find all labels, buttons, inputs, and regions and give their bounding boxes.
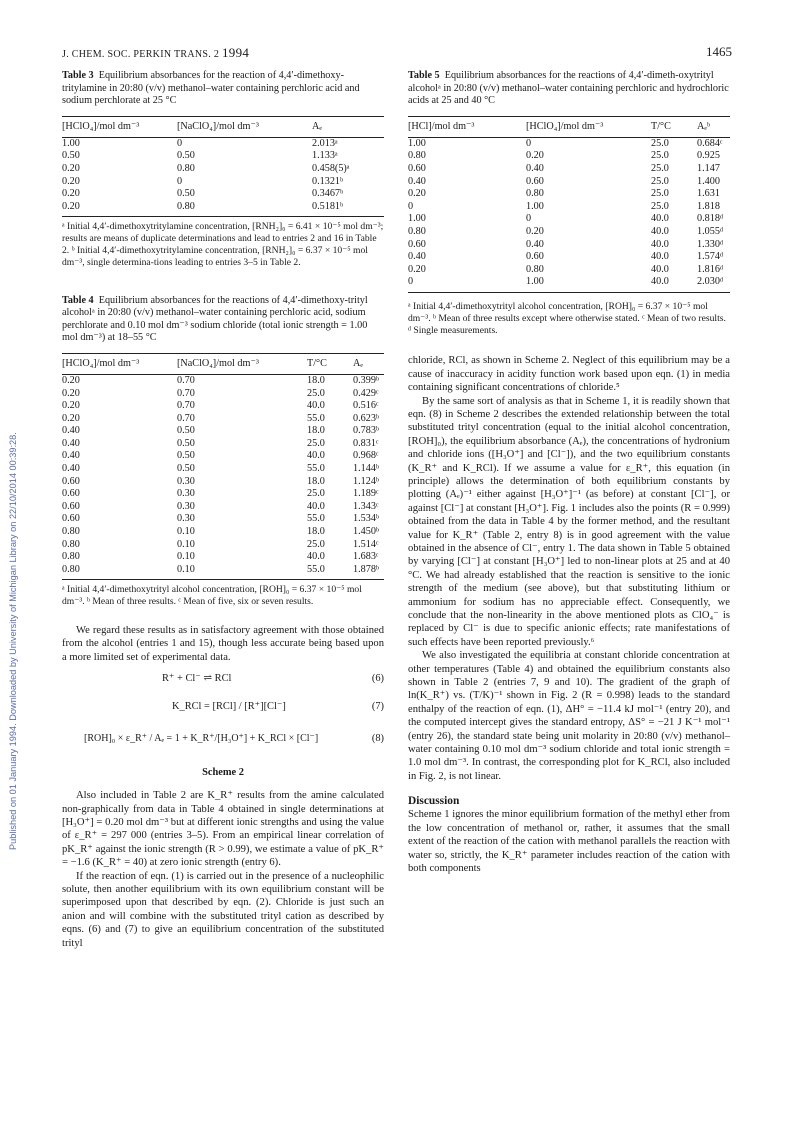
table3-header: Aₑ: [312, 120, 322, 132]
table5-row: [408, 137, 730, 150]
table5-row: [408, 251, 730, 264]
paragraph: chloride, RCl, as shown in Scheme 2. Neglect of this equilibrium may be a cause of inaccuracy in acidity function work based upon eqn. (1) in media containing significant concentrations of chloride.⁵: [408, 355, 730, 394]
table3-cell: 0: [177, 175, 183, 187]
equation-6: [62, 672, 384, 694]
download-notice-text: Published on 01 January 1994. Downloaded by University of Michigan Library on 22/10/2014 00:39:28.: [8, 432, 18, 850]
table5-cell: 25.0: [651, 137, 669, 149]
table5-cell: 0: [408, 276, 414, 288]
table5-cell: 40.0: [651, 251, 669, 263]
table5-cell: 40.0: [651, 238, 669, 250]
table4-cell: 25.0: [307, 387, 325, 399]
table4-cell: 25.0: [307, 488, 325, 500]
table5-cell: 0.684ᶜ: [697, 137, 723, 149]
table3-caption: [62, 70, 384, 108]
table4-cell: 1.144ᵇ: [353, 463, 380, 475]
table3-cell: 0.20: [62, 162, 80, 174]
table5-cell: 1.330ᵈ: [697, 238, 724, 250]
table4-cell: 0.80: [62, 551, 80, 563]
scheme-label: Scheme 2: [202, 767, 244, 779]
table4-cell: 0.50: [177, 450, 195, 462]
table5-cell: 40.0: [651, 213, 669, 225]
table4-row: [62, 513, 384, 526]
table5-row: [408, 239, 730, 252]
table5-cell: 25.0: [651, 200, 669, 212]
table5-cell: 0.80: [408, 225, 426, 237]
table4-cell: 0.80: [62, 538, 80, 550]
table4-cell: 0.10: [177, 538, 195, 550]
equation-6-text: R⁺ + Cl⁻ ⇌ RCl: [162, 673, 232, 685]
table4-cell: 1.514ᶜ: [353, 538, 379, 550]
page-number: 1465: [706, 44, 732, 59]
table4-cell: 18.0: [307, 425, 325, 437]
equation-8: [62, 724, 384, 758]
table3-cell: 0.50: [62, 150, 80, 162]
table4-cell: 0.50: [177, 437, 195, 449]
table5-cell: 0.80: [526, 263, 544, 275]
table3-row: [62, 150, 384, 163]
table3-cell: 0.20: [62, 188, 80, 200]
table3-cell: 1.133ᵃ: [312, 150, 338, 162]
table4-cell: 0.60: [62, 500, 80, 512]
table3-cell: 0: [177, 137, 183, 149]
table4-cell: 0.831ᶜ: [353, 437, 379, 449]
table5: [408, 116, 730, 289]
table4-cell: 0.20: [62, 400, 80, 412]
table5-row: [408, 163, 730, 176]
table4: [62, 353, 384, 577]
table5-row: [408, 213, 730, 226]
table4-row: [62, 388, 384, 401]
table3-cell: 1.00: [62, 137, 80, 149]
table4-cell: 0.783ᵇ: [353, 425, 380, 437]
table5-cell: 25.0: [651, 162, 669, 174]
table3-row: [62, 163, 384, 176]
table4-row: [62, 450, 384, 463]
table5-cell: 0.20: [408, 263, 426, 275]
table3-cell: 0.50: [177, 150, 195, 162]
table3-label: Table 3: [62, 70, 94, 81]
table4-cell: 55.0: [307, 513, 325, 525]
table5-label: Table 5: [408, 70, 440, 81]
table4-cell: 0.30: [177, 513, 195, 525]
table4-row: [62, 501, 384, 514]
table4-row: [62, 488, 384, 501]
table5-cell: 40.0: [651, 276, 669, 288]
section-heading: Discussion: [408, 795, 460, 808]
table5-cell: 0.20: [526, 225, 544, 237]
table3-cell: 0.20: [62, 175, 80, 187]
table5-cell: 25.0: [651, 150, 669, 162]
table4-row: [62, 374, 384, 387]
table5-cell: 1.818: [697, 200, 720, 212]
table3-bottom-rule: [62, 216, 384, 217]
table4-cell: 0.60: [62, 488, 80, 500]
table4-cell: 1.534ᵇ: [353, 513, 380, 525]
table3-row: [62, 137, 384, 150]
table4-cell: 0.70: [177, 400, 195, 412]
table5-row: [408, 176, 730, 189]
table3-body: [62, 137, 384, 213]
left-column: [62, 70, 384, 950]
table4-bottom-rule: [62, 579, 384, 580]
table4-cell: 0.50: [177, 425, 195, 437]
table4-cell: 0.20: [62, 412, 80, 424]
table3-cell: 0.80: [177, 200, 195, 212]
table5-row: [408, 226, 730, 239]
table4-row: [62, 526, 384, 539]
table4-cell: 0.399ᵇ: [353, 374, 380, 386]
table5-row: [408, 201, 730, 214]
table5-body: [408, 137, 730, 289]
table3-cell: 0.20: [62, 200, 80, 212]
table4-cell: 0.40: [62, 437, 80, 449]
table4-cell: 0.10: [177, 526, 195, 538]
table5-caption: [408, 70, 730, 108]
table4-cell: 0.70: [177, 374, 195, 386]
table3-cell: 0.458(5)ᵃ: [312, 162, 350, 174]
table5-cell: 0.925: [697, 150, 720, 162]
table4-row: [62, 425, 384, 438]
table5-row: [408, 150, 730, 163]
table4-cell: 0.40: [62, 425, 80, 437]
table3-cell: 0.50: [177, 188, 195, 200]
table4-row: [62, 476, 384, 489]
table4-row: [62, 413, 384, 426]
table4-body: [62, 374, 384, 576]
paragraph: Scheme 1 ignores the minor equilibrium formation of the methyl ether from the low concentration of methanol or, rather, it assumes that the small extent of the reaction of the cation with methanol parallels the reaction with water so, strictly, the K_R⁺ parameter includes reaction of the cation with both components: [408, 809, 730, 874]
table5-cell: 25.0: [651, 175, 669, 187]
table4-cell: 0.968ᶜ: [353, 450, 379, 462]
table4-label: Table 4: [62, 294, 94, 306]
table3-cell: 0.1321ᵇ: [312, 175, 344, 187]
table4-cell: 0.429ᶜ: [353, 387, 379, 399]
table5-row: [408, 276, 730, 289]
table5-cell: 1.055ᵈ: [697, 225, 724, 237]
table5-cell: 40.0: [651, 263, 669, 275]
table5-cell: 0.40: [408, 175, 426, 187]
table5-cell: 0.818ᵈ: [697, 213, 724, 225]
table3-cell: 0.3467ᵇ: [312, 188, 344, 200]
table4-cell: 0.70: [177, 387, 195, 399]
table4-cell: 1.878ᵇ: [353, 563, 380, 575]
table4-cell: 40.0: [307, 500, 325, 512]
table3-row: [62, 201, 384, 214]
table4-cell: 18.0: [307, 475, 325, 487]
table3-row: [62, 176, 384, 189]
table5-cell: 0.20: [526, 150, 544, 162]
table5-cell: 0.40: [526, 238, 544, 250]
table5-cell: 1.00: [408, 137, 426, 149]
journal-name: J. CHEM. SOC. PERKIN TRANS. 2: [62, 49, 220, 60]
table4-cell: 0.516ᶜ: [353, 400, 379, 412]
table5-header: T/°C: [651, 120, 671, 132]
table4-caption-text: Equilibrium absorbances for the reactions of 4,4′-dimethoxy-trityl alcoholᵃ in 20:80 (v/v) methanol–water containing perchloric acid, sodium perchlorate and 0.10 mol dm⁻³ sodium chloride (total ionic strength = 1.00 mol dm⁻³) at 18–55 °C: [62, 294, 368, 344]
table4-cell: 18.0: [307, 526, 325, 538]
paragraph: By the same sort of analysis as that in Scheme 1, it is readily shown that eqn. (8) in Scheme 2 describes the extended relationship between the total substituted trityl concentration (equal to the initial alcohol concentration, [ROH]₀), the equilibrium absorbance (Aₑ), the concentrations of hydronium and chloride ions ([H₃O⁺] and [Cl⁻]), and the two equilibrium constants (K_R⁺ and K_RCl). If we assume a value for ε_R⁺, this equation (in principle) allows the determination of both equilibrium constants by plotting (Aₑ)⁻¹ either against [H₃O⁺]⁻¹ (as before) at constant [Cl⁻], or against [Cl⁻] at constant [H₃O⁺]. Fig. 1 includes also the points (R = 0.999) obtained from the data in Table 4 by the former method, and the resultant value for K_R⁺ (Table 2, entry 8) is in good agreement with the value obtained in the absence of Cl⁻, entry 1. The data shown in Table 5 obtained by varying [Cl⁻] at constant [H₃O⁺] led to non-linear plots at 25 and at 40 °C. We had already established that the reaction is sensitive to the ionic strength of the medium (see above), but that substituting lithium or ammonium for sodium has no appreciable effect. Consequently, we conclude that the non-linearity in the above mentioned plots as ClO₄⁻ is replaced by Cl⁻ is due to specific anionic effects; rate manifestations of such effects have been reported previously.⁶: [408, 395, 730, 648]
table4-cell: 0.60: [62, 513, 80, 525]
table4-cell: 40.0: [307, 551, 325, 563]
table4-cell: 0.30: [177, 488, 195, 500]
table5-cell: 0.60: [408, 238, 426, 250]
equation-7-text: K_RCl = [RCl] / [R⁺][Cl⁻]: [172, 701, 286, 713]
equation-7: [62, 694, 384, 724]
equation-6-number: (6): [371, 673, 384, 685]
equation-7-number: (7): [371, 701, 384, 713]
table3-caption-text: Equilibrium absorbances for the reaction of 4,4′-dimethoxy-tritylamine in 20:80 (v/v) methanol–water containing perchloric acid and sodium perchlorate at 25 °C: [62, 70, 360, 107]
table4-row: [62, 463, 384, 476]
paragraph: We also investigated the equilibria at constant chloride concentration at other temperatures (Table 4) and obtained the equilibrium constants also shown in Table 2 (entries 7, 9 and 10). The gradient of the graph of ln(K_R⁺) vs. (T/K)⁻¹ shown in Fig. 2 (R = 0.998) leads to the standard enthalpy of the reaction of eqn. (1), ΔH° = −11.4 kJ mol⁻¹ (entry 20), and the computed intercept gives the standard entropy, ΔS° = −21 J K⁻¹ mol⁻¹ (entry 26), the standard state being unit molarity in 20:80 (v/v) methanol–water containing 0.10 mol dm⁻³ sodium chloride and total ionic strength = 1.0 mol dm⁻³. In contrast, the corresponding plot for K_RCl, also included in Fig. 2, is not linear.: [408, 650, 730, 782]
table4-cell: 40.0: [307, 400, 325, 412]
table4-cell: 55.0: [307, 412, 325, 424]
table4-cell: 0.50: [177, 463, 195, 475]
paragraph: We regard these results as in satisfactory agreement with those obtained from the alcohol (entries 1 and 15), though less accurate being based upon a more limited set of experimental data.: [62, 625, 384, 663]
table4-header: [HClO₄]/mol dm⁻³: [62, 357, 140, 369]
equation-8-number: (8): [371, 733, 384, 745]
table3: [62, 116, 384, 214]
table4-row: [62, 438, 384, 451]
table5-cell: 25.0: [651, 188, 669, 200]
table3-row: [62, 188, 384, 201]
table4-cell: 0.10: [177, 563, 195, 575]
table4-cell: 1.683ᶜ: [353, 551, 379, 563]
table4-cell: 0.623ᵇ: [353, 412, 380, 424]
table4-cell: 55.0: [307, 463, 325, 475]
table4-cell: 1.450ᵇ: [353, 526, 380, 538]
table5-cell: 0: [526, 213, 532, 225]
table4-cell: 55.0: [307, 563, 325, 575]
table4-cell: 0.80: [62, 526, 80, 538]
journal-year: 1994: [221, 45, 250, 60]
table5-row: [408, 264, 730, 277]
table4-row: [62, 539, 384, 552]
table4-row: [62, 551, 384, 564]
table5-header: [HClO₄]/mol dm⁻³: [526, 120, 604, 132]
table5-cell: 0: [526, 137, 532, 149]
paragraph: If the reaction of eqn. (1) is carried out in the presence of a nucleophilic solute, then another equilibrium with its own equilibrium constant will be superimposed upon that described by eqn. (2). Chloride is just such an anion and will combine with the substituted trityl cation as described by eqns. (6) and (7) to give an equilibrium concentration of the substituted trityl: [62, 870, 384, 949]
table5-footnote: ᵃ Initial 4,4′-dimethoxytrityl alcohol concentration, [ROH]₀ = 6.37 × 10⁻⁵ mol dm⁻³. ᵇ Mean of three results except where otherwise stated. ᶜ Mean of two results. ᵈ Single measurements.: [408, 300, 726, 336]
table4-cell: 1.189ᶜ: [353, 488, 379, 500]
table4-cell: 0.30: [177, 475, 195, 487]
table4-cell: 0.40: [62, 450, 80, 462]
table3-header: [HClO₄]/mol dm⁻³: [62, 120, 140, 132]
table5-cell: 0.40: [408, 251, 426, 263]
table4-cell: 40.0: [307, 450, 325, 462]
equation-8-text: [ROH]₀ × ε_R⁺ / Aₑ = 1 + K_R⁺/[H₃O⁺] + K_RCl × [Cl⁻]: [84, 733, 319, 745]
table4-cell: 0.80: [62, 563, 80, 575]
table3-footnote: ᵃ Initial 4,4′-dimethoxytritylamine concentration, [RNH₂]₀ = 6.41 × 10⁻⁵ mol dm⁻³; results are means of duplicate determinations and lead to entries 2 and 16 in Table 2. ᵇ Initial 4,4′-dimethoxytritylamine concentration, [RNH₂]₀ = 6.37 × 10⁻⁵ mol dm⁻³, single determina-tions leading to entries 3–5 in Table 2.: [62, 221, 384, 268]
table3-cell: 0.5181ᵇ: [312, 200, 344, 212]
download-notice: [6, 150, 20, 850]
table5-cell: 1.574ᵈ: [697, 251, 724, 263]
table5-cell: 0.80: [526, 188, 544, 200]
table5-cell: 1.147: [697, 162, 720, 174]
table4-cell: 0.60: [62, 475, 80, 487]
table4-cell: 25.0: [307, 437, 325, 449]
table4-cell: 18.0: [307, 374, 325, 386]
table5-header: [HCl]/mol dm⁻³: [408, 120, 475, 132]
table5-cell: 0.20: [408, 188, 426, 200]
table5-cell: 1.00: [526, 200, 544, 212]
table4-cell: 0.40: [62, 463, 80, 475]
paragraph: Also included in Table 2 are K_R⁺ results from the amine calculated non-graphically from data in Table 4 obtained in single determinations at [H₃O⁺] = 0.20 mol dm⁻³ but at different ionic strengths and using the value of ε_R⁺ = 297 000 (entries 3–5). From an empirical linear correlation of pK_R⁺ against the ionic strength (R > 0.99), we estimate a value of pK_R⁺ = −1.6 (K_R⁺ = 40) at zero ionic strength (entry 6).: [62, 790, 384, 869]
running-header: [62, 45, 249, 61]
table4-header: T/°C: [307, 357, 327, 369]
table5-cell: 0.80: [408, 150, 426, 162]
table4-cell: 25.0: [307, 538, 325, 550]
table5-cell: 0.60: [408, 162, 426, 174]
table5-cell: 1.00: [408, 213, 426, 225]
table5-cell: 0.40: [526, 162, 544, 174]
table5-caption-text: Equilibrium absorbances for the reactions of 4,4′-dimeth-oxytrityl alcoholᵃ in 20:80 (v/v) methanol–water containing perchloric and hydrochloric acids at 25 and 40 °C: [408, 70, 729, 107]
table5-cell: 40.0: [651, 225, 669, 237]
table4-header: [NaClO₄]/mol dm⁻³: [177, 357, 259, 369]
table4-cell: 0.20: [62, 387, 80, 399]
table4-cell: 1.343ᶜ: [353, 500, 379, 512]
table5-cell: 2.030ᵈ: [697, 276, 724, 288]
table3-cell: 0.80: [177, 162, 195, 174]
table5-cell: 0.60: [526, 251, 544, 263]
table4-cell: 0.30: [177, 500, 195, 512]
table5-cell: 1.816ᵈ: [697, 263, 724, 275]
table5-header: Aₑᵇ: [697, 120, 711, 132]
table5-cell: 1.631: [697, 188, 720, 200]
table3-cell: 2.013ᵃ: [312, 137, 338, 149]
table3-header: [NaClO₄]/mol dm⁻³: [177, 120, 259, 132]
table4-cell: 0.10: [177, 551, 195, 563]
table5-cell: 1.00: [526, 276, 544, 288]
table5-row: [408, 188, 730, 201]
table4-row: [62, 400, 384, 413]
table4-caption: [62, 295, 384, 345]
table5-cell: 0: [408, 200, 414, 212]
table4-cell: 0.70: [177, 412, 195, 424]
table5-cell: 0.60: [526, 175, 544, 187]
table4-footnote: ᵃ Initial 4,4′-dimethoxytrityl alcohol concentration, [ROH]₀ = 6.37 × 10⁻⁵ mol dm⁻³. ᵇ Mean of three results. ᶜ Mean of five, six or seven results.: [62, 584, 362, 608]
table4-row: [62, 564, 384, 577]
table4-header: Aₑ: [353, 357, 363, 369]
right-column: [408, 70, 730, 875]
table5-bottom-rule: [408, 292, 730, 293]
table4-cell: 1.124ᵇ: [353, 475, 380, 487]
table4-cell: 0.20: [62, 374, 80, 386]
table5-cell: 1.400: [697, 175, 720, 187]
